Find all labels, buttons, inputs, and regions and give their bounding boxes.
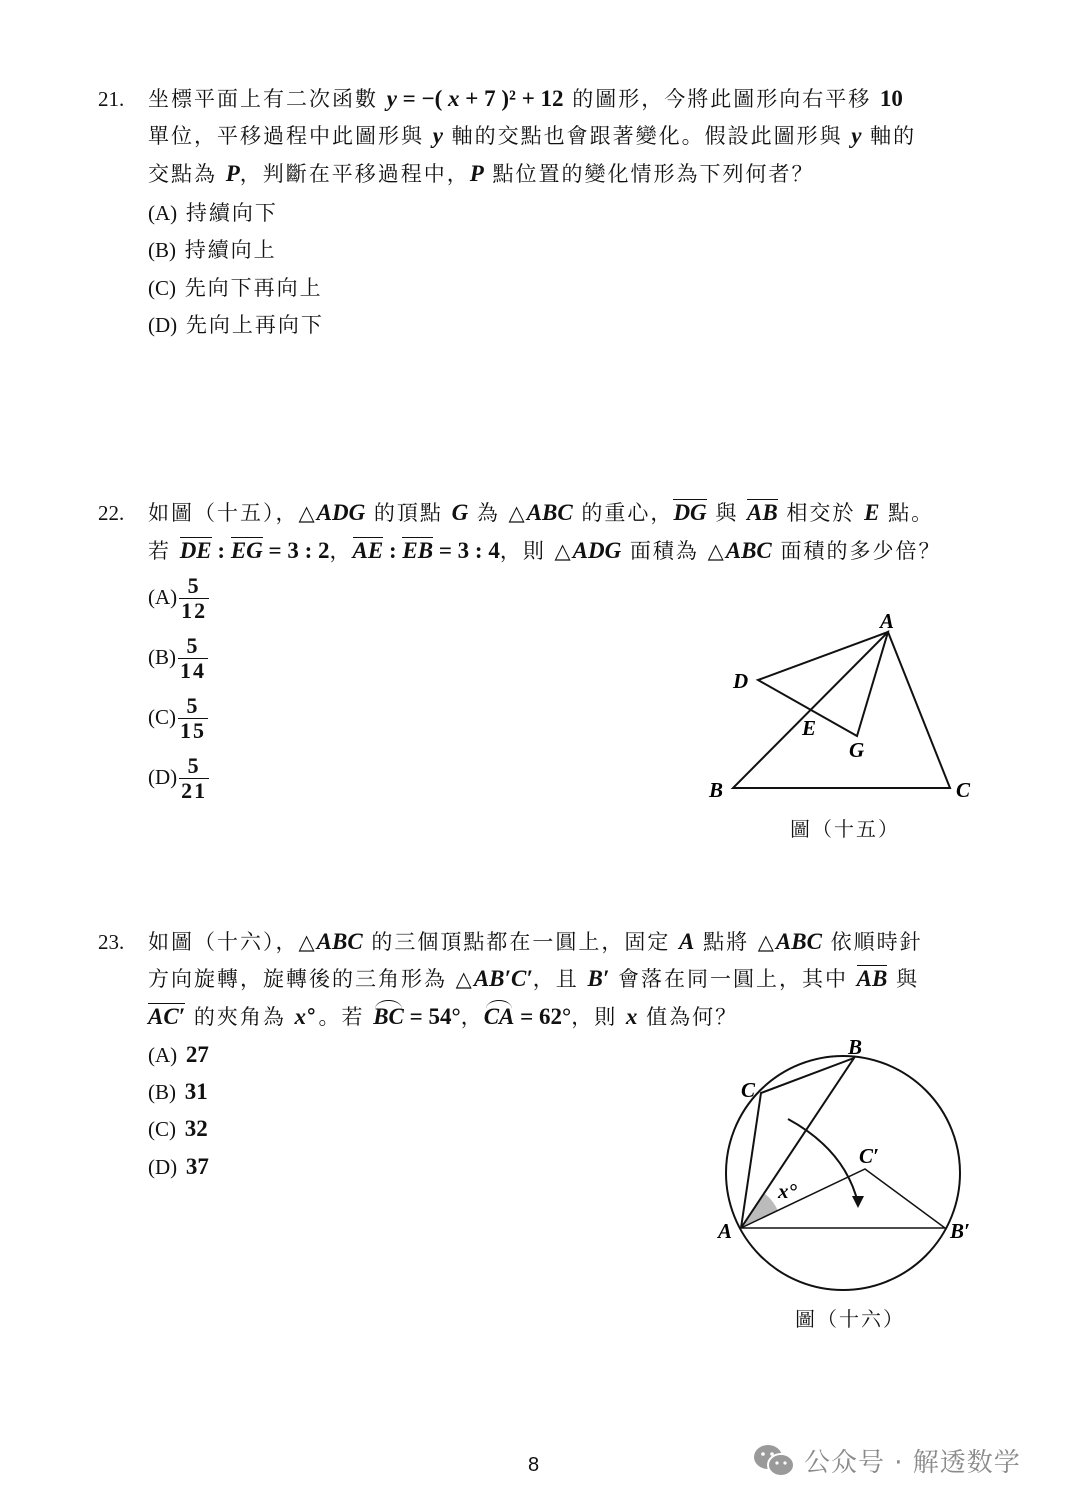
point-label-b-prime: B′ [950,1219,970,1243]
math-expression: DE [179,538,212,563]
figure-16 [726,1056,960,1290]
option-label: (B) [148,645,176,669]
math-expression: EG [230,538,263,563]
figure-15-caption: 圖（十五） [790,817,900,841]
text-segment: 會落在同一圓上，其中 [609,967,857,991]
math-expression: EB [402,538,434,563]
point-label-e: E [802,716,817,740]
math-expression: P [225,161,240,186]
text-segment: 坐標平面上有二次函數 [148,87,387,111]
page-number: 8 [528,1454,540,1476]
text-segment: 交點為 [148,162,226,186]
triangle-abc [741,1058,854,1228]
option-text: 先向上再向下 [185,313,324,337]
triangle-adg [758,632,888,736]
denominator: 21 [181,778,208,803]
math-expression: x [448,86,460,111]
option-text: 27 [185,1042,209,1067]
text-segment: °。若 [306,1005,374,1029]
text-segment: 與 [887,967,920,991]
numerator: 5 [179,574,209,599]
numerator: 5 [179,754,209,779]
math-expression: = 3 : 4 [433,538,500,563]
text-segment: 的夾角為 [185,1005,295,1029]
text-segment: 點位置的變化情形為下列何者？ [483,162,815,186]
text-segment: 如圖（十六），△ [148,930,317,954]
point-label-c: C [741,1078,756,1102]
text-segment: 軸的交點也會跟著變化。假設此圖形與 [442,124,852,148]
text-segment: 值為何？ [637,1005,739,1029]
point-label-c-prime: C′ [859,1144,879,1168]
text-segment: 與 [706,501,748,525]
denominator: 15 [180,718,206,743]
math-expression: ABC [775,929,822,954]
math-expression: A [679,929,695,954]
option-text: 持續向上 [184,238,277,262]
math-expression: AB′C′ [473,966,533,991]
option-text: 31 [184,1079,208,1104]
text-segment: 面積為 △ [621,539,726,563]
wechat-icon [752,1443,796,1479]
option-label: (A) [148,1043,178,1067]
text-segment: 若 [148,539,180,563]
figure-16-caption: 圖（十六） [795,1307,905,1331]
text-segment: ，判斷在平移過程中， [239,162,470,186]
math-expression: = 62° [514,1004,572,1029]
math-expression: AC′ [148,1004,186,1029]
text-segment: 相交於 [777,501,865,525]
text-segment: ，則 △ [499,539,573,563]
text-segment: 的三個頂點都在一圓上，固定 [362,930,680,954]
option-text: 持續向下 [185,201,278,225]
question-23-number: 23. [98,930,125,954]
math-expression: E [864,500,880,525]
watermark-text: 公众号 · 解透数学 [804,1448,1021,1478]
text-segment: 的頂點 [365,501,452,525]
option-label: (C) [148,276,176,300]
text-segment: ， [460,1005,484,1029]
option-text: 先向下再向上 [184,276,323,300]
point-label-a: A [718,1219,733,1243]
math-expression: CA [484,1002,515,1032]
question-22-number: 22. [98,501,125,525]
math-expression: + 7 )² + 12 [459,86,564,111]
figure-15 [733,632,950,788]
math-expression: = 3 : 2 [262,538,330,563]
point-label-b: B [848,1035,863,1059]
math-expression: x [625,1004,638,1029]
math-expression: ABC [316,929,363,954]
point-label-c: C [956,778,971,802]
question-21-number: 21. [98,87,125,111]
point-label-a: A [880,609,895,633]
math-expression: y [851,123,862,148]
triangle-abc [733,632,950,788]
option-label: (C) [148,705,176,729]
option-label: (A) [148,201,178,225]
text-segment: 點將 △ [694,930,776,954]
option-text: 32 [184,1116,208,1141]
math-expression: AB [747,500,778,525]
text-segment: 如圖（十五），△ [148,501,317,525]
text-segment: 軸的 [861,124,917,148]
numerator: 5 [178,694,208,719]
math-expression: = −( [396,86,449,111]
point-label-d: D [733,669,749,693]
math-expression: x [294,1004,307,1029]
text-segment: 的重心， [572,501,674,525]
rotation-arrow [788,1119,858,1203]
math-expression: y [386,86,397,111]
math-expression: P [469,161,484,186]
math-expression: : [383,538,403,563]
triangle-ab1c1 [741,1169,945,1228]
math-expression: : [211,538,231,563]
option-label: (D) [148,765,178,789]
text-segment: 為 △ [468,501,527,525]
text-segment: ， [329,539,353,563]
numerator: 5 [178,634,208,659]
angle-label-x: x° [778,1179,797,1203]
text-segment: ，且 [532,967,588,991]
math-expression: AB [856,966,888,991]
math-expression: ADG [572,538,622,563]
denominator: 12 [181,598,208,623]
option-label: (C) [148,1117,176,1141]
math-expression: y [432,123,443,148]
text-segment: 單位，平移過程中此圖形與 [148,124,433,148]
denominator: 14 [180,658,206,683]
watermark [752,1442,1021,1479]
option-label: (B) [148,238,176,262]
text-segment: 方向旋轉，旋轉後的三角形為 △ [148,967,474,991]
option-label: (A) [148,585,178,609]
text-segment: ，則 [571,1005,626,1029]
point-label-b: B [709,778,724,802]
math-expression: ABC [526,500,573,525]
option-text: 37 [185,1154,209,1179]
math-expression: = 54° [403,1004,461,1029]
text-segment: 的圖形，今將此圖形向右平移 [563,87,880,111]
option-label: (D) [148,313,178,337]
point-label-g: G [849,738,865,762]
math-expression: B′ [587,966,610,991]
option-label: (B) [148,1080,176,1104]
option-label: (D) [148,1155,178,1179]
math-expression: DG [673,500,707,525]
text-segment: 面積的多少倍？ [771,539,942,563]
arrow-head [852,1196,864,1208]
text-segment: 依順時針 [821,930,923,954]
math-expression: G [451,500,469,525]
math-expression: ADG [316,500,366,525]
math-expression: 10 [879,86,903,111]
text-segment: 點。 [879,501,935,525]
math-expression: AE [352,538,384,563]
math-expression: BC [373,1002,404,1032]
math-expression: ABC [725,538,772,563]
circumcircle [726,1056,960,1290]
